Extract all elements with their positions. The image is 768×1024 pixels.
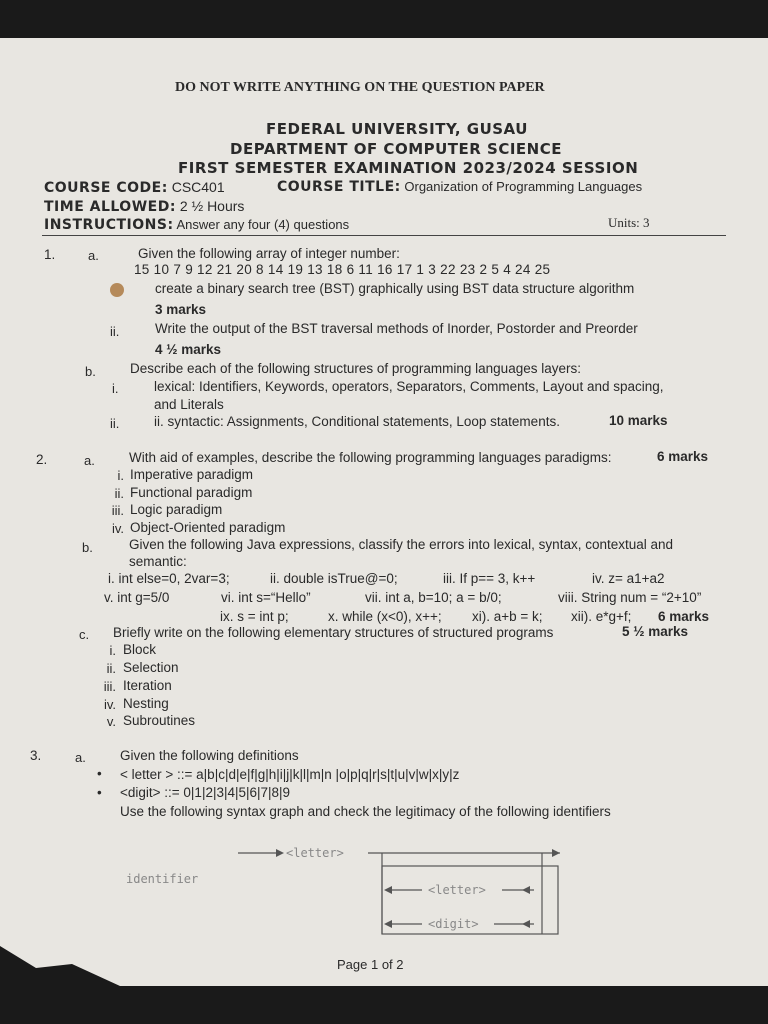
course-title-line bbox=[277, 179, 642, 195]
q1b-marks: 10 marks bbox=[609, 413, 668, 428]
exam-paper bbox=[0, 38, 768, 986]
paradigm-label: iv. bbox=[111, 521, 124, 536]
q1a-i-text: create a binary search tree (BST) graphically using BST data structure algorithm bbox=[155, 281, 635, 296]
q1b-ii-text: ii. syntactic: Assignments, Conditional statements, Loop statements. bbox=[154, 414, 560, 429]
q1a-ii-text: Write the output of the BST traversal methods of Inorder, Postorder and Preorder bbox=[155, 321, 638, 336]
java-expr-viii: viii. String num = “2+10” bbox=[558, 590, 702, 605]
arrow-head bbox=[522, 886, 530, 894]
course-title-label: COURSE TITLE: bbox=[277, 179, 401, 195]
bullet: • bbox=[97, 766, 102, 781]
java-expr-vi: vi. int s=“Hello” bbox=[221, 590, 311, 605]
paradigm-label: iii. bbox=[111, 503, 124, 518]
instructions-line bbox=[44, 217, 349, 233]
digit-definition: <digit> ::= 0|1|2|3|4|5|6|7|8|9 bbox=[120, 785, 291, 800]
structure-label: i. bbox=[109, 643, 116, 658]
q1a-ii-label: ii. bbox=[110, 324, 120, 339]
structure-label: ii. bbox=[106, 661, 116, 676]
q2b-text2: semantic: bbox=[129, 554, 187, 569]
course-code-line bbox=[44, 179, 225, 196]
java-expr-v: v. int g=5/0 bbox=[104, 590, 170, 605]
structure-label: iii. bbox=[103, 679, 116, 694]
q1a-array: 15 10 7 9 12 21 20 8 14 19 13 18 6 11 16 17 1 3 22 23 2 5 4 24 25 bbox=[134, 262, 551, 277]
q3a-text: Given the following definitions bbox=[120, 748, 299, 763]
course-title: Organization of Programming Languages bbox=[404, 179, 643, 194]
page-number: Page 1 of 2 bbox=[337, 957, 404, 972]
diagram-letter-top: <letter> bbox=[286, 846, 344, 860]
java-expr-iv: iv. z= a1+a2 bbox=[592, 571, 665, 586]
structure-item: Selection bbox=[123, 660, 179, 675]
structure-item: Iteration bbox=[123, 678, 172, 693]
arrow-head bbox=[384, 886, 392, 894]
q3a-label: a. bbox=[75, 750, 86, 765]
q1b-i-label: i. bbox=[112, 381, 119, 396]
paradigm-item: Object-Oriented paradigm bbox=[130, 520, 286, 535]
q1b-i-text: lexical: Identifiers, Keywords, operators, Separators, Comments, Layout and spacing, bbox=[154, 379, 664, 394]
exam-title: FIRST SEMESTER EXAMINATION 2023/2024 SESSION bbox=[178, 159, 639, 177]
q2a-text: With aid of examples, describe the following programming languages paradigms: bbox=[129, 450, 612, 465]
structure-item: Nesting bbox=[123, 696, 169, 711]
university-name: FEDERAL UNIVERSITY, GUSAU bbox=[266, 120, 528, 138]
q2b-label: b. bbox=[82, 540, 93, 555]
q1b-label: b. bbox=[85, 364, 96, 379]
q2b-text: Given the following Java expressions, classify the errors into lexical, syntax, contextual and bbox=[129, 537, 674, 552]
structure-label: iv. bbox=[103, 697, 116, 712]
java-expr-xi: xi). a+b = k; bbox=[472, 609, 543, 624]
paradigm-item: Functional paradigm bbox=[130, 485, 253, 500]
java-expr-iii: iii. If p== 3, k++ bbox=[443, 571, 536, 586]
java-expr-ix: ix. s = int p; bbox=[220, 609, 289, 624]
arrow-head bbox=[552, 849, 560, 857]
bullet: • bbox=[97, 785, 102, 800]
stain-mark bbox=[110, 283, 124, 297]
q1b-text: Describe each of the following structures of programming languages layers: bbox=[130, 361, 581, 376]
q1a-i-marks: 3 marks bbox=[155, 302, 207, 317]
q2-number: 2. bbox=[36, 452, 48, 467]
q3-number: 3. bbox=[30, 748, 42, 763]
time-line bbox=[44, 198, 244, 215]
syntax-graph bbox=[110, 838, 570, 948]
paradigm-item: Imperative paradigm bbox=[130, 467, 254, 482]
paradigm-label: i. bbox=[117, 468, 124, 483]
java-expr-xii: xii). e*g+f; bbox=[571, 609, 632, 624]
q3-use-text: Use the following syntax graph and check the legitimacy of the following identifiers bbox=[120, 804, 611, 819]
paradigm-item: Logic paradigm bbox=[130, 502, 223, 517]
java-expr-x: x. while (x<0), x++; bbox=[328, 609, 442, 624]
q1b-ii-label: ii. bbox=[110, 416, 120, 431]
instructions-text: Answer any four (4) questions bbox=[176, 217, 350, 232]
q1a-label: a. bbox=[88, 248, 99, 263]
q2c-label: c. bbox=[79, 627, 90, 642]
q2c-text: Briefly write on the following elementary structures of structured programs bbox=[113, 625, 554, 640]
arrow-head bbox=[276, 849, 284, 857]
arrow-head bbox=[522, 920, 530, 928]
instructions-label: INSTRUCTIONS: bbox=[44, 217, 174, 233]
course-code-label: COURSE CODE: bbox=[44, 180, 168, 196]
structure-item: Block bbox=[123, 642, 157, 657]
letter-definition: < letter > ::= a|b|c|d|e|f|g|h|i|j|k|l|m|n |o|p|q|r|s|t|u|v|w|x|y|z bbox=[120, 767, 460, 782]
diagram-letter-loop: <letter> bbox=[428, 883, 486, 897]
q2b-marks: 6 marks bbox=[658, 609, 710, 624]
course-code: CSC401 bbox=[171, 179, 225, 195]
q2a-label: a. bbox=[84, 453, 95, 468]
notice-text: DO NOT WRITE ANYTHING ON THE QUESTION PAPER bbox=[175, 80, 545, 95]
department-name: DEPARTMENT OF COMPUTER SCIENCE bbox=[230, 140, 562, 158]
time-label: TIME ALLOWED: bbox=[44, 199, 176, 215]
time-allowed: 2 ½ Hours bbox=[179, 198, 245, 214]
arrow-head bbox=[384, 920, 392, 928]
java-expr-vii: vii. int a, b=10; a = b/0; bbox=[365, 590, 502, 605]
diagram-digit-loop: <digit> bbox=[428, 917, 479, 931]
diagram-identifier: identifier bbox=[126, 872, 199, 886]
structure-item: Subroutines bbox=[123, 713, 196, 728]
q2a-marks: 6 marks bbox=[657, 449, 709, 464]
torn-corner bbox=[0, 946, 120, 986]
q1-number: 1. bbox=[44, 247, 56, 262]
q1a-ii-marks: 4 ½ marks bbox=[155, 342, 222, 357]
java-expr-i: i. int else=0, 2var=3; bbox=[108, 571, 230, 586]
structure-label: v. bbox=[106, 714, 116, 729]
units: Units: 3 bbox=[608, 215, 650, 230]
paradigm-label: ii. bbox=[114, 486, 124, 501]
header-rule bbox=[42, 235, 726, 236]
q1b-i-text2: and Literals bbox=[154, 397, 224, 412]
q2c-marks: 5 ½ marks bbox=[622, 624, 689, 639]
q1a-text: Given the following array of integer number: bbox=[138, 246, 400, 261]
java-expr-ii: ii. double isTrue@=0; bbox=[270, 571, 398, 586]
